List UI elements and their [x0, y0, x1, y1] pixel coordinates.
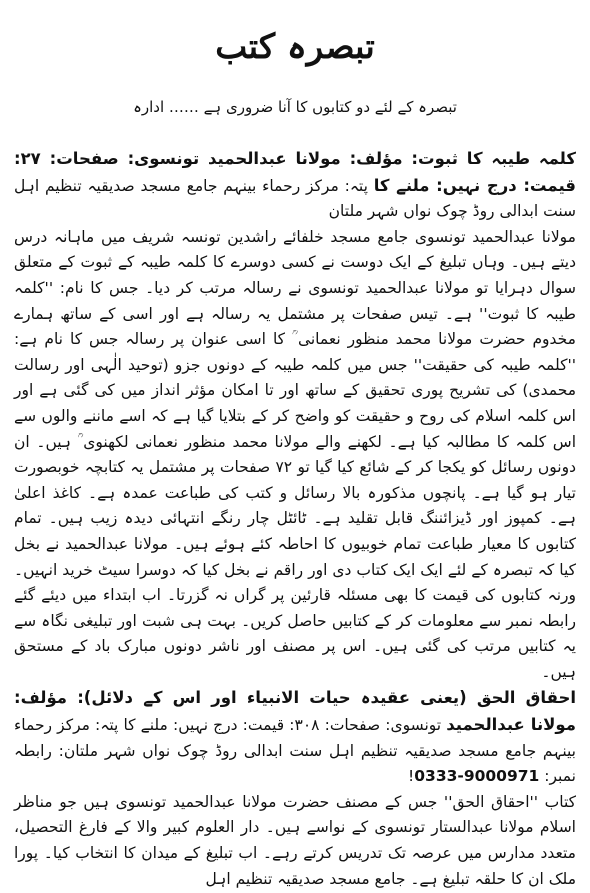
book2-section	[14, 685, 576, 789]
book2-details: تونسوی: صفحات: ۳۰۸: قیمت: درج نہیں: ملنے کا پتہ: مرکز رحماء بینہم جامع مسجد صدیقیہ تنظیم اہل سنت ابدالی روڈ چوک نواں شہر ملتان: رابطہ نمبر:	[14, 716, 576, 786]
book1-address: پتہ: مرکز رحماء بینہم جامع مسجد صدیقیہ تنظیم اہل سنت ابدالی روڈ چوک نواں شہر ملتان	[14, 176, 576, 221]
page-title: تبصرہ کتب	[215, 27, 375, 67]
book1-section	[14, 146, 576, 225]
page-subtitle: تبصرہ کے لئے دو کتابوں کا آنا ضروری ہے …… ادارہ	[133, 98, 457, 116]
book1-review: مولانا عبدالحمید تونسوی جامع مسجد خلفائے راشدین تونسہ شریف میں ماہانہ درس دیتے ہیں۔ وہاں تبلیغ کے ایک دوست نے کسی دوسرے کا کلمہ طیبہ کے ثبوت کے متعلق سوال دہرایا تو مولانا عبدالحمید تونسوی نے رسالہ مرتب کر دیا۔ جس کا نام: ''کلمہ طیبہ کا ثبوت'' ہے۔ تیس صفحات پر مشتمل یہ رسالہ ہے اور اسی کے ساتھ ہمارے مخدوم حضرت مولانا محمد منظور نعمانی ؒ کا اسی عنوان پر رسالہ جس کا نام ہے: ''کلمہ طیبہ کی حقیقت'' جس میں کلمہ طیبہ کے دونوں جزو (توحید الٰہی اور رسالت محمدی) کی تشریح پوری تحقیق کے ساتھ اور تا امکان مؤثر انداز میں کی گئی ہے اور اس کلمہ اسلام کی روح و حقیقت کو واضح کر کے بتلایا گیا ہے کہ اسے ماننے والوں سے اس کلمہ کا مطالبہ کیا ہے۔ لکھنے والے مولانا محمد منظور نعمانی لکھنوی ؒ ہیں۔ ان دونوں رسائل کو یکجا کر کے شائع کیا گیا تو ۷۲ صفحات پر مشتمل یہ کتابچہ خوبصورت تیار ہو گیا ہے۔ پانچوں مذکورہ بالا رسائل و کتب کی طباعت عمدہ ہے۔ کاغذ اعلیٰ ہے۔ کمپوز اور ڈیزائننگ قابل تقلید ہے۔ ٹائٹل چار رنگے انتہائی دیدہ زیب ہیں۔ تمام کتابوں کا معیار طباعت تمام خوبیوں کا احاطہ کئے ہوئے ہیں۔ مولانا عبدالحمید نے بخل کیا کہ تبصرہ کے لئے ایک ایک کتاب دی اور راقم نے بخل کیا کہ دوسرا سیٹ خرید انہیں۔ ورنہ کتابوں کی قیمت کا بھی مسئلہ قارئین پر گراں نہ گزرتا۔ اب ابتداء میں دیئے گئے رابطہ نمبر سے معلومات کر کے کتابیں حاصل کریں۔ بہت ہی شبت اور تبلیغی نگاہ سے یہ کتابیں مرتب کی گئی ہیں۔ اس پر مصنف اور ناشر دونوں مبارک باد کے مستحق ہیں۔	[14, 227, 576, 681]
book2-header: احقاق الحق (یعنی عقیدہ حیات الانبیاء اور اس کے دلائل): مؤلف: مولانا عبدالحمید	[14, 688, 576, 735]
book1-header: کلمہ طیبہ کا ثبوت: مؤلف: مولانا عبدالحمید تونسوی: صفحات: ۲۷: قیمت: درج نہیں: ملنے کا	[14, 149, 576, 195]
book2-review: کتاب ''احقاق الحق'' جس کے مصنف حضرت مولانا عبدالحمید تونسوی ہیں جو مناظر اسلام مولانا عبدالستار تونسوی کے نواسے ہیں۔ دار العلوم کبیر والا کے فارغ التحصیل، متعدد مدارس میں عرصہ تک تدریس کرتے رہے۔ اب تبلیغ کے میدان کا انتخاب کیا۔ پورا ملک ان کا حلقہ تبلیغ ہے۔ جامع مسجد صدیقیہ تنظیم اہل	[14, 792, 576, 888]
reviews-body	[14, 146, 576, 892]
book2-phone-mark: !	[408, 767, 415, 786]
book2-phone: 0333-9000971	[414, 767, 540, 786]
